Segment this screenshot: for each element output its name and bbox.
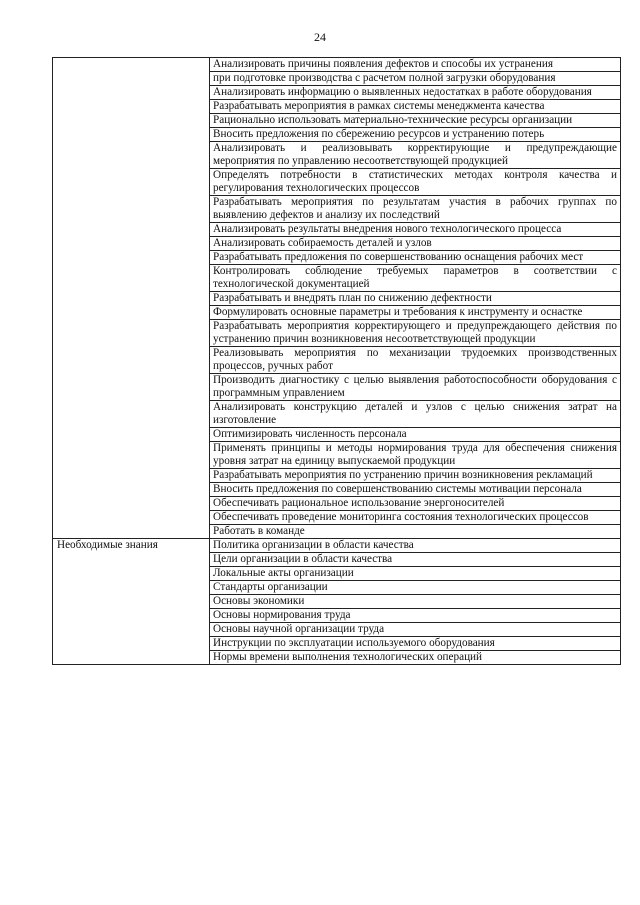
list-item: Разрабатывать предложения по совершенствованию оснащения рабочих мест — [210, 251, 620, 265]
list-item: Разрабатывать мероприятия корректирующего и предупреждающего действия по устранению причин возникновения несоответствующей продукции — [210, 320, 620, 347]
list-item: Обеспечивать рациональное использование энергоносителей — [210, 497, 620, 511]
list-item: Разрабатывать мероприятия в рамках системы менеджмента качества — [210, 100, 620, 114]
list-item: Рационально использовать материально-технические ресурсы организации — [210, 114, 620, 128]
list-item: Нормы времени выполнения технологических операций — [213, 651, 483, 663]
list-item: Контролировать соблюдение требуемых параметров в соответствии с технологической документацией — [210, 265, 620, 292]
row-label: Необходимые знания — [53, 539, 210, 665]
list-item: Разрабатывать мероприятия по результатам участия в рабочих группах по выявлению дефектов и анализу их последствий — [210, 196, 620, 223]
list-item: Основы экономики — [210, 595, 620, 609]
list-item: Политика организации в области качества — [210, 539, 620, 553]
list-item: Оптимизировать численность персонала — [210, 428, 620, 442]
list-item: Разрабатывать мероприятия по устранению причин возникновения рекламаций — [210, 469, 620, 483]
skills-table — [52, 57, 621, 665]
list-item: Анализировать результаты внедрения нового технологического процесса — [210, 223, 620, 237]
list-item: Стандарты организации — [210, 581, 620, 595]
list-item: Разрабатывать и внедрять план по снижению дефектности — [210, 292, 620, 306]
page-number: 24 — [314, 30, 326, 44]
row-label — [53, 58, 210, 539]
table-row — [53, 58, 621, 539]
list-item: Анализировать причины появления дефектов и способы их устранения — [210, 58, 620, 72]
list-item: Цели организации в области качества — [210, 553, 620, 567]
list-item: Производить диагностику с целью выявления работоспособности оборудования с программным управлением — [210, 374, 620, 401]
list-item: Инструкции по эксплуатации используемого оборудования — [210, 637, 620, 651]
table-row — [53, 539, 621, 665]
list-item: Вносить предложения по сбережению ресурсов и устранению потерь — [210, 128, 620, 142]
list-item: Реализовывать мероприятия по механизации трудоемких производственных процессов, ручных работ — [210, 347, 620, 374]
list-item: Локальные акты организации — [210, 567, 620, 581]
list-item: Анализировать собираемость деталей и узлов — [210, 237, 620, 251]
list-item: Применять принципы и методы нормирования труда для обеспечения снижения уровня затрат на единицу выпускаемой продукции — [210, 442, 620, 469]
list-item: Анализировать и реализовывать корректирующие и предупреждающие мероприятия по управлению несоответствующей продукцией — [210, 142, 620, 169]
list-item: Формулировать основные параметры и требования к инструменту и оснастке — [210, 306, 620, 320]
list-item: Основы научной организации труда — [210, 623, 620, 637]
row-items — [210, 539, 621, 665]
list-item: Анализировать информацию о выявленных недостатках в работе оборудования — [210, 86, 620, 100]
list-item: Анализировать конструкцию деталей и узлов с целью снижения затрат на изготовление — [210, 401, 620, 428]
list-item: Вносить предложения по совершенствованию системы мотивации персонала — [210, 483, 620, 497]
list-item: Работать в команде — [213, 525, 305, 537]
table-body — [53, 58, 621, 665]
list-item: Обеспечивать проведение мониторинга состояния технологических процессов — [210, 511, 620, 525]
list-item: Определять потребности в статистических методах контроля качества и регулирования технологических процессов — [210, 169, 620, 196]
row-items — [210, 58, 621, 539]
list-item: Основы нормирования труда — [210, 609, 620, 623]
list-item: при подготовке производства с расчетом полной загрузки оборудования — [210, 72, 620, 86]
